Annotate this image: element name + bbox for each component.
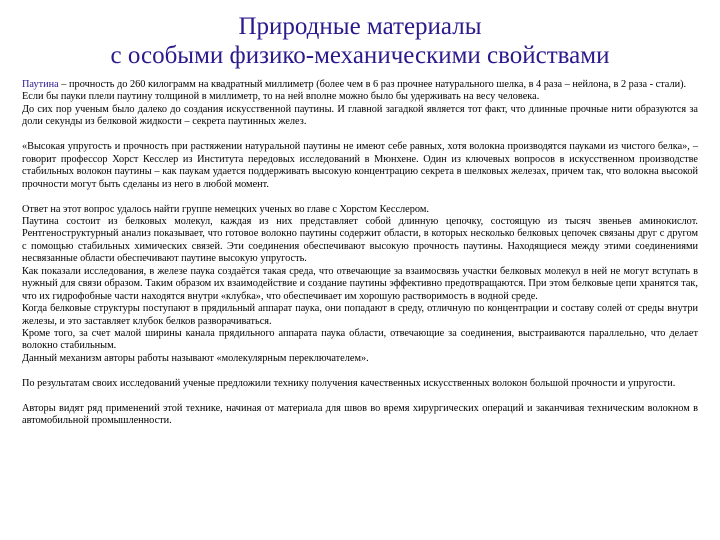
paragraph-5: Ответ на этот вопрос удалось найти группе немецких ученых во главе с Хорстом Кесслером. (22, 203, 429, 215)
body-text (22, 79, 698, 428)
paragraph-11: По результатам своих исследований ученые предложили технику получения качественных искусственных волокон большой прочности и упругости. (22, 377, 676, 389)
paragraph-7: Как показали исследования, в железе паука создаётся такая среда, что отвечающие за взаимосвязь участки белковых молекул в ней не могут вступать в нужный для связи образом. Таким образом их взаимодействие и создание паутины эффективно предотвращаются. При этом белковые цепи хранятся так, что их гидрофобные части находятся внутри «клубка», что обеспечивает им хорошую растворимость в водной среде. (22, 265, 698, 302)
intro-rest: – прочность до 260 килограмм на квадратный миллиметр (более чем в 6 раз прочнее натурального шелка, в 4 раза – нейлона, в 2 раза - стали). (58, 79, 687, 90)
paragraph-3: До сих пор ученым было далеко до создания искусственной паутины. И главной загадкой является тот факт, что длинные прочные нити образуются за доли секунды из белковой жидкости – секрета паутинных желез. (22, 103, 698, 128)
blank-line (22, 390, 698, 402)
paragraph-4: «Высокая упругость и прочность при растяжении натуральной паутины не имеют себе равных, хотя волокна производятся пауками из чистого белка», – говорит профессор Хорст Кесслер из Института передовых исследований в Мюнхене. Один из ключевых вопросов в искусственном производстве стабильных волокон паутины – как паукам удается поддерживать высокую концентрацию секрета в шелковых железах, причем так, что волокна высокой прочности могут быть сделаны из него в любой момент. (22, 141, 698, 190)
paragraph-6: Паутина состоит из белковых молекул, каждая из них представляет собой длинную цепочку, состоящую из тысяч звеньев аминокислот. Рентгеноструктурный анализ показывает, что готовое волокно паутины содержит области, в которых несколько белковых цепочек связаны друг с другом с помощью стабильных химических связей. Эти соединения обеспечивают высокую прочность паутины. Находящиеся между этими соединениями несвязанные области обеспечивают паутине высокую упругость. (22, 215, 698, 265)
blank-line (22, 365, 698, 377)
paragraph-intro (22, 79, 698, 91)
paragraph-2: Если бы пауки плели паутину толщиной в миллиметр, то на ней вполне можно было бы удерживать на весу человека. (22, 91, 540, 103)
blank-line (22, 129, 698, 141)
paragraph-8: Когда белковые структуры поступают в прядильный аппарат паука, они попадают в среду, отличную по концентрации и составу солей от среды внутри железы, и это заставляет клубок белков разворачиваться. (22, 303, 698, 327)
slide-title (0, 12, 720, 70)
paragraph-10: Данный механизм авторы работы называют «молекулярным переключателем». (22, 352, 369, 364)
title-line-1: Природные материалы (238, 13, 482, 40)
title-line-2: с особыми физико-механическими свойствами (110, 42, 610, 69)
blank-line (22, 191, 698, 203)
paragraph-9: Кроме того, за счет малой ширины канала прядильного аппарата паука области, отвечающие за соединения, выстраиваются параллельно, что делает волокно стабильным. (22, 328, 698, 352)
paragraph-12: Авторы видят ряд применений этой технике, начиная от материала для швов во время хирургических операций и заканчивая техническим волокном в автомобильной промышленности. (22, 402, 698, 427)
intro-term: Паутина (22, 79, 59, 90)
